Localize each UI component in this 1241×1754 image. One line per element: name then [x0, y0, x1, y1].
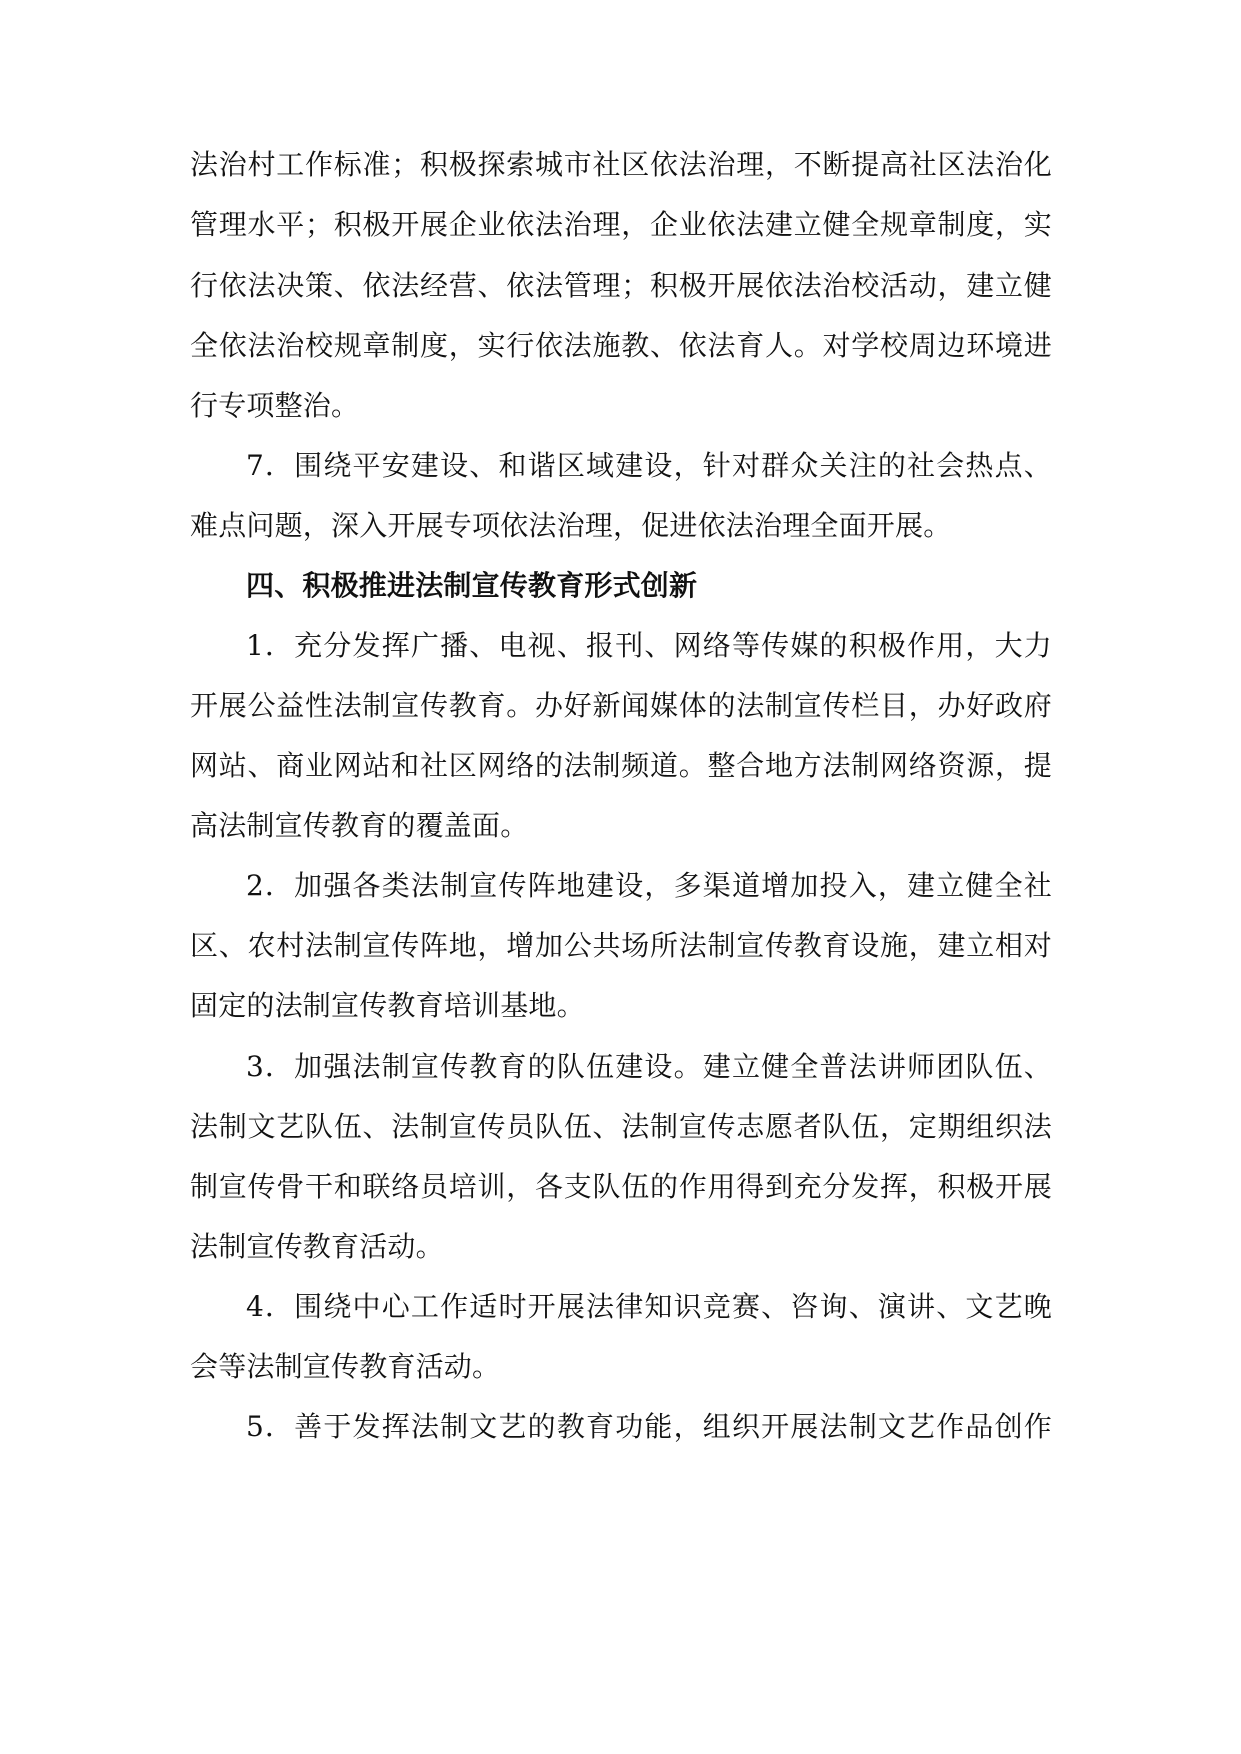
paragraph-line: 网站、商业网站和社区网络的法制频道。整合地方法制网络资源，提 — [190, 749, 1052, 782]
paragraph-line: 难点问题，深入开展专项依法治理，促进依法治理全面开展。 — [190, 509, 952, 542]
paragraph-line: 行专项整治。 — [190, 389, 360, 422]
paragraph-line: 法制宣传教育活动。 — [190, 1230, 444, 1263]
paragraph-line: 管理水平；积极开展企业依法治理，企业依法建立健全规章制度，实 — [190, 208, 1052, 241]
paragraph-line: 高法制宣传教育的覆盖面。 — [190, 809, 529, 842]
paragraph-line: 全依法治校规章制度，实行依法施教、依法育人。对学校周边环境进 — [190, 329, 1052, 362]
list-item-1-line: 1．充分发挥广播、电视、报刊、网络等传媒的积极作用，大力 — [246, 629, 1052, 662]
paragraph-line: 固定的法制宣传教育培训基地。 — [190, 989, 585, 1022]
paragraph-line: 行依法决策、依法经营、依法管理；积极开展依法治校活动，建立健 — [190, 269, 1052, 302]
list-item-2-line: 2．加强各类法制宣传阵地建设，多渠道增加投入，建立健全社 — [246, 869, 1052, 902]
paragraph-line: 开展公益性法制宣传教育。办好新闻媒体的法制宣传栏目，办好政府 — [190, 689, 1052, 722]
list-item-3-line: 3．加强法制宣传教育的队伍建设。建立健全普法讲师团队伍、 — [246, 1050, 1052, 1083]
paragraph-line: 法制文艺队伍、法制宣传员队伍、法制宣传志愿者队伍，定期组织法 — [190, 1110, 1052, 1143]
paragraph-line: 法治村工作标准；积极探索城市社区依法治理，不断提高社区法治化 — [190, 148, 1052, 181]
paragraph-line: 会等法制宣传教育活动。 — [190, 1350, 501, 1383]
list-item-7-line: 7．围绕平安建设、和谐区域建设，针对群众关注的社会热点、 — [246, 449, 1052, 482]
paragraph-line: 区、农村法制宣传阵地，增加公共场所法制宣传教育设施，建立相对 — [190, 929, 1052, 962]
list-item-5-line: 5．善于发挥法制文艺的教育功能，组织开展法制文艺作品创作 — [246, 1410, 1052, 1443]
section-heading: 四、积极推进法制宣传教育形式创新 — [246, 569, 698, 602]
paragraph-line: 制宣传骨干和联络员培训，各支队伍的作用得到充分发挥，积极开展 — [190, 1170, 1052, 1203]
list-item-4-line: 4．围绕中心工作适时开展法律知识竞赛、咨询、演讲、文艺晚 — [246, 1290, 1052, 1323]
